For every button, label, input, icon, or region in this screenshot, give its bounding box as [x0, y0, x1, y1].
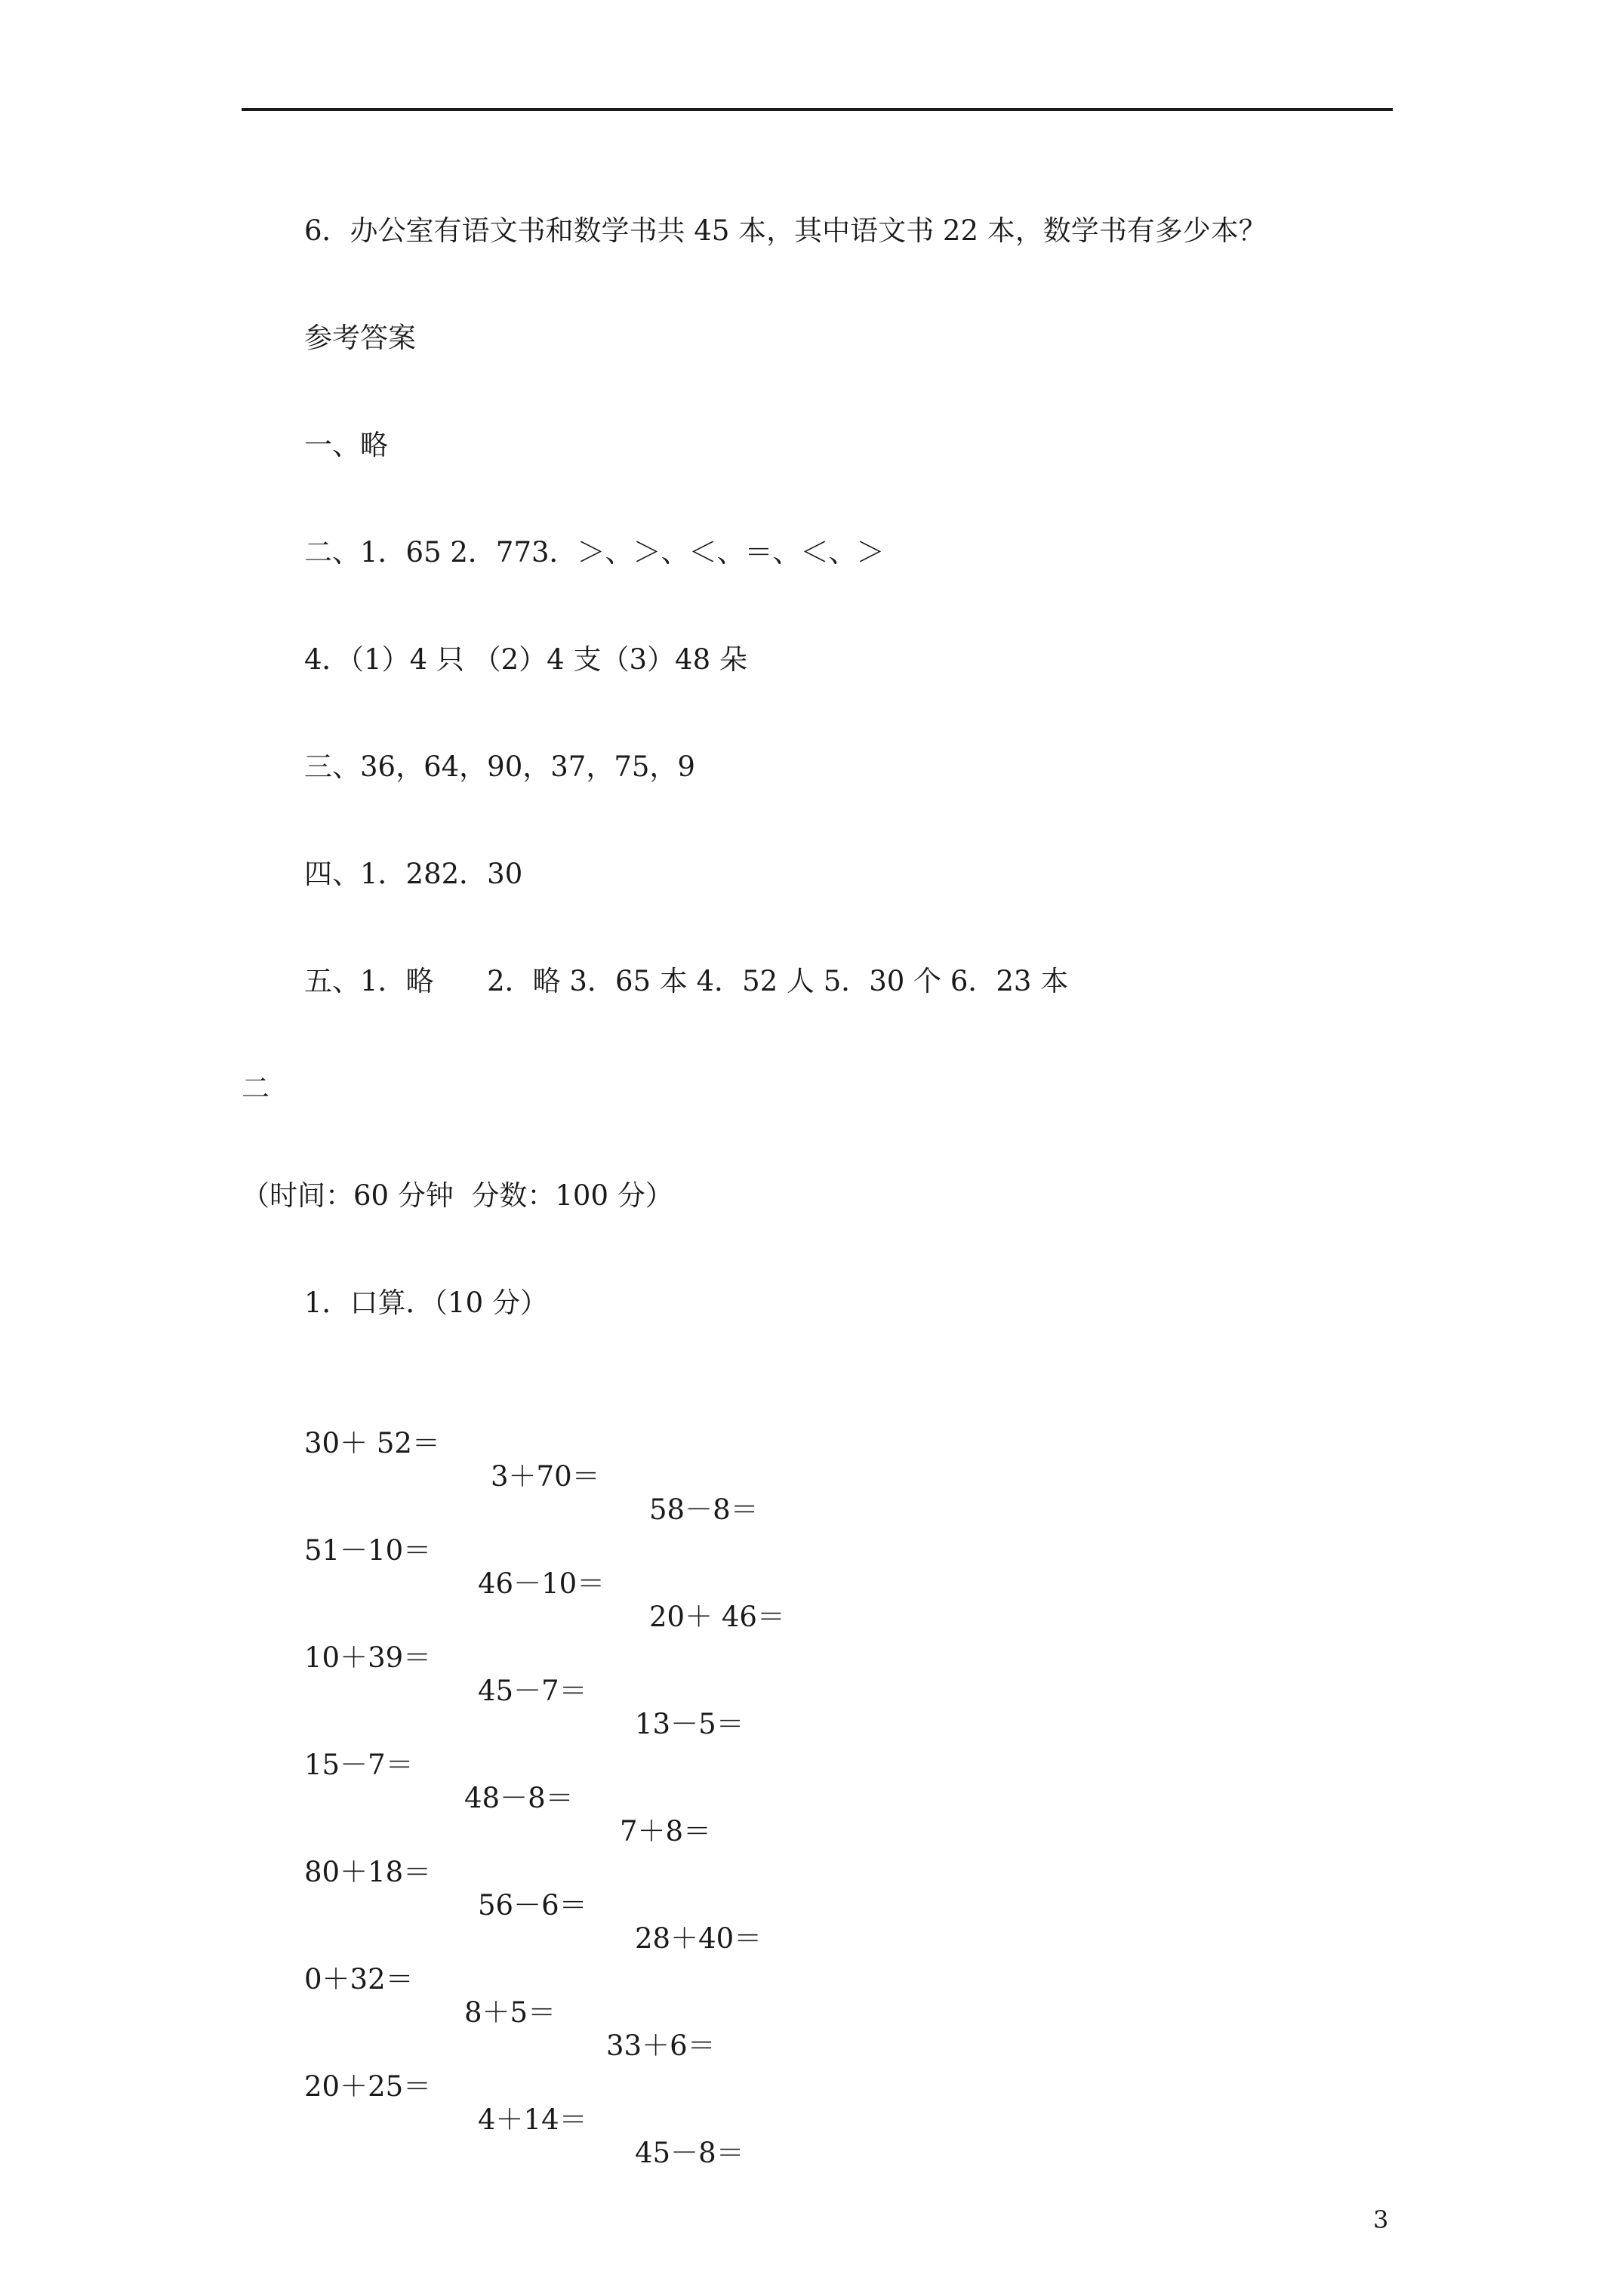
answer-section-5: 五、1．略 2．略 3．65 本 4．52 人 5．30 个 6．23 本 [304, 965, 1069, 997]
arithmetic-item: 15－7＝ [304, 1749, 414, 1781]
arithmetic-item: 13－5＝ [635, 1708, 744, 1740]
answer-section-2: 二、1．65 2．773．＞、＞、＜、＝、＜、＞ [304, 536, 885, 569]
arithmetic-item: 20＋ 46＝ [649, 1601, 785, 1633]
problem-6: 6．办公室有语文书和数学书共 45 本，其中语文书 22 本，数学书有多少本？ [304, 214, 1267, 247]
arithmetic-item: 45－8＝ [635, 2137, 744, 2169]
arithmetic-item: 0＋32＝ [304, 1963, 414, 1996]
answer-section-2-item-4: 4．（1）4 只 （2）4 支（3）48 朵 [304, 643, 747, 676]
answer-section-3: 三、36，64，90，37，75，9 [304, 750, 695, 783]
arithmetic-item: 48－8＝ [464, 1782, 574, 1814]
header-rule [242, 108, 1393, 111]
arithmetic-item: 10＋39＝ [304, 1641, 432, 1674]
arithmetic-item: 56－6＝ [478, 1889, 587, 1922]
arithmetic-item: 28＋40＝ [635, 1922, 762, 1955]
arithmetic-item: 45－7＝ [478, 1675, 587, 1707]
arithmetic-item: 3＋70＝ [491, 1460, 600, 1493]
page-number: 3 [1373, 2205, 1389, 2234]
arithmetic-item: 8＋5＝ [464, 1996, 556, 2029]
answers-title: 参考答案 [304, 322, 416, 354]
arithmetic-item: 58－8＝ [649, 1493, 759, 1526]
section-2-title: 二 [242, 1072, 269, 1105]
arithmetic-item: 7＋8＝ [620, 1815, 712, 1848]
question-1-title: 1．口算．（10 分） [304, 1287, 548, 1319]
answer-section-4: 四、1．282．30 [304, 858, 523, 890]
arithmetic-item: 20＋25＝ [304, 2070, 432, 2103]
arithmetic-item: 4＋14＝ [478, 2103, 587, 2136]
arithmetic-item: 80＋18＝ [304, 1856, 432, 1888]
arithmetic-item: 30＋ 52＝ [304, 1427, 440, 1459]
answer-section-1: 一、略 [304, 429, 388, 461]
arithmetic-item: 51－10＝ [304, 1534, 432, 1567]
exam-info: （时间：60 分钟 分数：100 分） [242, 1179, 673, 1212]
arithmetic-item: 46－10＝ [478, 1567, 605, 1600]
arithmetic-item: 33＋6＝ [606, 2029, 716, 2062]
